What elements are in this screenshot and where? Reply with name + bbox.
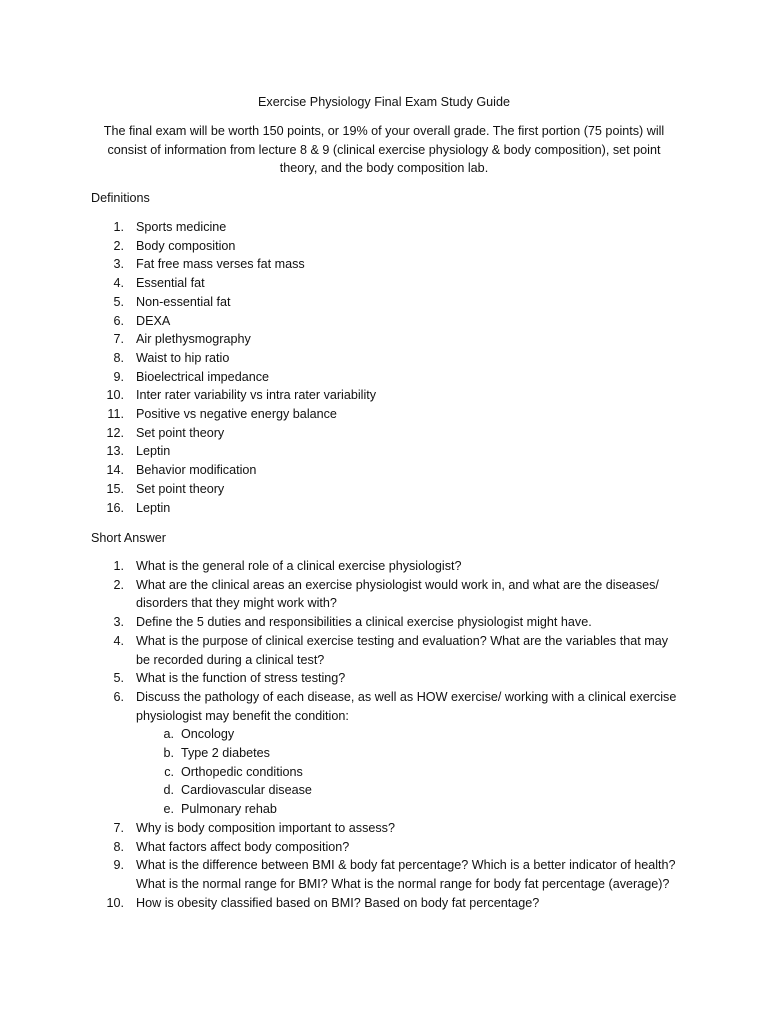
sub-list-item [136,763,684,782]
short-answer-list [0,557,684,912]
intro-paragraph: The final exam will be worth 150 points, or 19% of your overall grade. The first portion (75 points) will consist of information from lecture 8 & 9 (clinical exercise physiology & body composition), set point theory, and the body composition lab. [103,124,665,176]
item-number: 2. [113,238,124,253]
item-text: What is the general role of a clinical exercise physiologist? [136,559,462,573]
list-item [0,237,684,256]
list-item [0,386,684,405]
sub-item-letter: b. [163,746,174,761]
list-item [0,856,684,893]
list-item [0,255,684,274]
item-number: 1. [113,220,124,234]
item-text: Non-essential fat [136,294,231,309]
item-text: What factors affect body composition? [136,839,350,854]
list-item [0,368,684,387]
list-item [0,461,684,480]
item-number: 10. [106,895,124,910]
list-item [0,576,684,613]
definitions-heading: Definitions [91,191,150,205]
item-number: 16. [106,500,124,515]
disease-sublist [136,725,684,819]
item-number: 9. [113,858,124,873]
item-number: 3. [113,257,124,272]
list-item [0,424,684,443]
item-text: Fat free mass verses fat mass [136,257,305,272]
list-item [0,613,684,632]
list-item [0,688,684,819]
item-text: Air plethysmography [136,332,251,347]
item-number: 11. [107,407,124,422]
item-text: DEXA [136,313,171,328]
item-number: 3. [113,615,124,630]
list-item [0,894,684,913]
sub-item-letter: d. [163,783,174,798]
sub-list-item [136,800,684,819]
item-text: Bioelectrical impedance [136,369,270,384]
list-item [0,838,684,857]
item-text: Set point theory [136,481,225,496]
item-text: What is the purpose of clinical exercise testing and evaluation? What are the variables that may be recorded during a clinical test? [136,633,669,667]
item-number: 13. [106,444,124,459]
list-item [0,557,684,576]
item-text: Waist to hip ratio [136,350,230,365]
item-text: Leptin [136,444,171,459]
item-text: Why is body composition important to assess? [136,820,395,835]
sub-list-item [136,744,684,763]
item-number: 2. [113,577,124,592]
definitions-list [0,218,684,517]
sub-list-item [136,781,684,800]
list-item [0,819,684,838]
sub-item-text: Oncology [181,727,235,742]
item-number: 4. [113,633,124,648]
item-text: Inter rater variability vs intra rater variability [136,388,377,403]
item-number: 9. [113,369,124,384]
item-text: Leptin [136,500,171,515]
list-item [0,442,684,461]
item-text: Define the 5 duties and responsibilities a clinical exercise physiologist might have. [136,615,592,630]
short-answer-heading: Short Answer [91,531,166,545]
list-item [0,499,684,518]
item-number: 7. [113,332,124,347]
item-text: Set point theory [136,425,225,440]
item-text: Body composition [136,238,236,253]
item-text: Discuss the pathology of each disease, as well as HOW exercise/ working with a clinical exercise physiologist may benefit the condition: [136,689,677,723]
list-item [0,312,684,331]
sub-item-text: Orthopedic conditions [181,764,303,779]
item-number: 6. [113,313,124,328]
list-item [0,274,684,293]
sub-item-letter: a. [163,727,174,742]
item-number: 5. [113,671,124,686]
item-number: 4. [113,276,124,291]
sub-item-letter: e. [163,802,174,817]
list-item [0,480,684,499]
item-text: What is the difference between BMI & body fat percentage? Which is a better indicator of health? What is the normal range for BMI? What is the normal range for body fat percentage (average)? [136,858,676,891]
list-item [0,349,684,368]
document-title: Exercise Physiology Final Exam Study Guide [258,95,510,109]
item-number: 5. [113,294,124,309]
item-text: Sports medicine [136,220,227,234]
item-text: What are the clinical areas an exercise physiologist would work in, and what are the diseases/ disorders that they might work with? [136,577,659,611]
item-number: 1. [113,559,124,573]
item-text: Essential fat [136,276,205,291]
item-number: 7. [113,820,124,835]
sub-item-text: Cardiovascular disease [181,783,312,798]
list-item [0,293,684,312]
item-number: 8. [113,839,124,854]
item-number: 12. [106,425,124,440]
sub-list-item [136,725,684,744]
item-text: Positive vs negative energy balance [136,407,337,422]
item-number: 8. [113,350,124,365]
list-item [0,669,684,688]
list-item [0,632,684,669]
item-text: Behavior modification [136,463,257,478]
item-number: 6. [113,689,124,704]
list-item [0,330,684,349]
item-text: How is obesity classified based on BMI? Based on body fat percentage? [136,895,540,910]
list-item [0,218,684,237]
item-number: 15. [106,481,124,496]
item-text: What is the function of stress testing? [136,671,346,686]
item-number: 10. [106,388,124,403]
sub-item-text: Pulmonary rehab [181,802,277,817]
list-item [0,405,684,424]
item-number: 14. [106,463,124,478]
sub-item-letter: c. [164,764,174,779]
sub-item-text: Type 2 diabetes [181,746,270,761]
